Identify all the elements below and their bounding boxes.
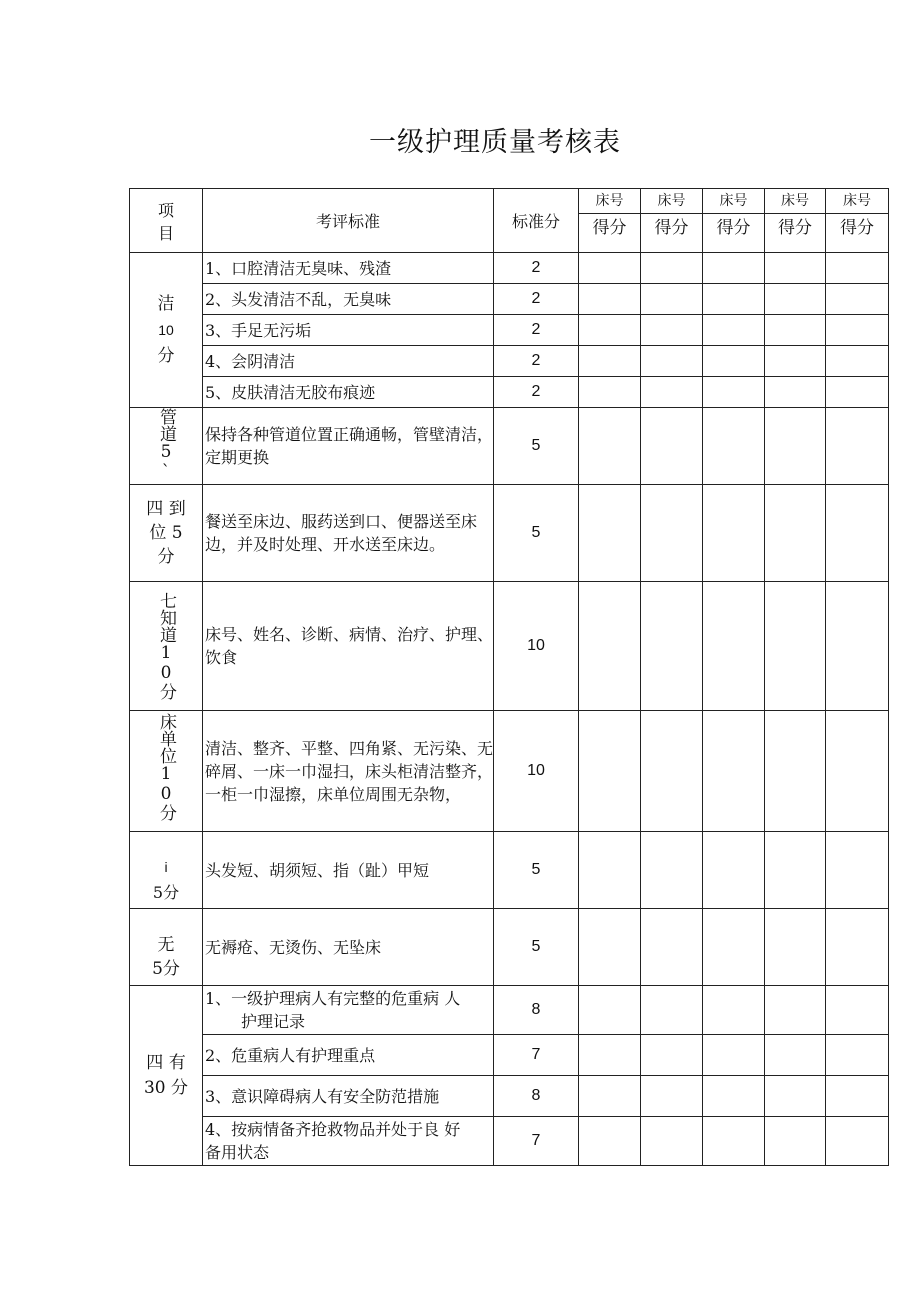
- score-cell[interactable]: [641, 986, 703, 1035]
- section-seven-know-label: [130, 582, 203, 711]
- score-cell[interactable]: [641, 582, 703, 711]
- score-cell[interactable]: [579, 253, 641, 284]
- standard-score: 8: [494, 1076, 579, 1117]
- score-cell[interactable]: [826, 408, 889, 485]
- score-label: 得分: [654, 218, 689, 238]
- score-cell[interactable]: [641, 1117, 703, 1166]
- score-cell[interactable]: [579, 315, 641, 346]
- score-cell[interactable]: [579, 1076, 641, 1117]
- score-cell[interactable]: [641, 909, 703, 986]
- score-cell[interactable]: [703, 582, 765, 711]
- standard-score: 10: [494, 711, 579, 832]
- score-cell[interactable]: [579, 284, 641, 315]
- score-cell[interactable]: [641, 1035, 703, 1076]
- criteria-text: 2、危重病人有护理重点: [203, 1035, 494, 1076]
- bed-number-label: 床号: [765, 189, 825, 214]
- criteria-text: [203, 986, 494, 1035]
- table-row: [130, 377, 889, 408]
- section-clean-label: [130, 253, 203, 408]
- score-cell[interactable]: [579, 582, 641, 711]
- score-cell[interactable]: [826, 485, 889, 582]
- criteria-line: 1、一级护理病人有完整的危重病 人: [205, 989, 461, 1008]
- table-row: [130, 346, 889, 377]
- bed-number-label: 床号: [703, 189, 764, 214]
- score-label: 得分: [778, 218, 812, 238]
- score-cell[interactable]: [765, 832, 826, 909]
- score-cell[interactable]: [826, 986, 889, 1035]
- criteria-line: 备用状态: [205, 1143, 270, 1162]
- bed-number-label: 床号: [641, 189, 702, 214]
- section-tube-label: [130, 408, 203, 485]
- page-title: 一级护理质量考核表: [369, 127, 621, 158]
- score-cell[interactable]: [703, 1117, 765, 1166]
- score-cell[interactable]: [703, 408, 765, 485]
- standard-score: 2: [494, 346, 579, 377]
- standard-score: 7: [494, 1117, 579, 1166]
- label-line: 10: [158, 322, 174, 338]
- table-row: [130, 832, 889, 909]
- section-four-to-label: [130, 485, 203, 582]
- score-cell[interactable]: [579, 909, 641, 986]
- section-short-label: [130, 832, 203, 909]
- criteria-text: [203, 1117, 494, 1166]
- criteria-text: 头发短、胡须短、指（趾）甲短: [203, 832, 494, 909]
- table-row: [130, 1117, 889, 1166]
- section-bed-unit-label: [130, 711, 203, 832]
- score-cell[interactable]: [703, 909, 765, 986]
- criteria-text: 清洁、整齐、平整、四角紧、无污染、无碎屑、一床一巾湿扫，床头柜清洁整齐，一柜一巾湿擦，床单位周围无杂物，: [203, 711, 494, 832]
- label-line: i: [164, 859, 168, 875]
- standard-score: 2: [494, 377, 579, 408]
- score-label: 得分: [716, 218, 751, 238]
- score-cell[interactable]: [703, 1035, 765, 1076]
- score-cell[interactable]: [765, 1076, 826, 1117]
- label-line: 分: [157, 346, 175, 366]
- criteria-text: 保持各种管道位置正确通畅，管壁清洁，定期更换: [203, 408, 494, 485]
- score-cell[interactable]: [641, 1076, 703, 1117]
- score-cell[interactable]: [579, 711, 641, 832]
- label-vertical: 管道5`: [156, 408, 176, 482]
- score-cell[interactable]: [579, 1117, 641, 1166]
- standard-score: 2: [494, 253, 579, 284]
- label-line: 5分: [152, 959, 180, 979]
- standard-score: 5: [494, 909, 579, 986]
- score-cell[interactable]: [826, 346, 889, 377]
- score-cell[interactable]: [826, 711, 889, 832]
- score-cell[interactable]: [641, 832, 703, 909]
- header-bed-4: [765, 189, 826, 253]
- score-cell[interactable]: [703, 315, 765, 346]
- score-cell[interactable]: [826, 832, 889, 909]
- score-cell[interactable]: [703, 711, 765, 832]
- label-line: 洁: [157, 294, 175, 314]
- score-cell[interactable]: [641, 253, 703, 284]
- standard-score: 5: [494, 408, 579, 485]
- label-line: 5分: [152, 883, 180, 902]
- label-line: 30 分: [143, 1077, 189, 1098]
- header-standard-score: 标准分: [494, 189, 579, 253]
- score-cell[interactable]: [579, 832, 641, 909]
- criteria-text: 3、意识障碍病人有安全防范措施: [203, 1076, 494, 1117]
- score-cell[interactable]: [641, 408, 703, 485]
- score-cell[interactable]: [765, 315, 826, 346]
- score-cell[interactable]: [641, 346, 703, 377]
- score-cell[interactable]: [703, 284, 765, 315]
- score-cell[interactable]: [826, 284, 889, 315]
- score-cell[interactable]: [703, 1076, 765, 1117]
- header-criteria: 考评标准: [203, 189, 494, 253]
- score-cell[interactable]: [703, 377, 765, 408]
- standard-score: 2: [494, 315, 579, 346]
- score-cell[interactable]: [641, 315, 703, 346]
- score-cell[interactable]: [703, 346, 765, 377]
- score-cell[interactable]: [765, 284, 826, 315]
- criteria-text: 4、会阴清洁: [203, 346, 494, 377]
- criteria-text: 2、头发清洁不乱，无臭味: [203, 284, 494, 315]
- label-line: 分: [157, 547, 175, 567]
- score-cell[interactable]: [703, 253, 765, 284]
- criteria-text: 5、皮肤清洁无胶布痕迹: [203, 377, 494, 408]
- score-cell[interactable]: [765, 253, 826, 284]
- score-label: 得分: [592, 218, 627, 238]
- score-cell[interactable]: [765, 909, 826, 986]
- label-line: 无: [157, 935, 175, 955]
- table-row: [130, 909, 889, 986]
- score-cell[interactable]: [765, 485, 826, 582]
- score-cell[interactable]: [641, 284, 703, 315]
- standard-score: 5: [494, 832, 579, 909]
- score-cell[interactable]: [579, 346, 641, 377]
- assessment-table: [129, 188, 889, 1166]
- score-cell[interactable]: [826, 909, 889, 986]
- criteria-line: 4、按病情备齐抢救物品并处于良 好: [205, 1120, 461, 1139]
- table-row: [130, 986, 889, 1035]
- table-row: [130, 1076, 889, 1117]
- criteria-text: 3、手足无污垢: [203, 315, 494, 346]
- score-cell[interactable]: [826, 582, 889, 711]
- standard-score: 10: [494, 582, 579, 711]
- score-cell[interactable]: [703, 485, 765, 582]
- score-cell[interactable]: [765, 408, 826, 485]
- bed-number-label: 床号: [826, 189, 888, 214]
- score-cell[interactable]: [765, 986, 826, 1035]
- score-cell[interactable]: [703, 986, 765, 1035]
- score-cell[interactable]: [703, 832, 765, 909]
- section-none-label: [130, 909, 203, 986]
- table-row: [130, 485, 889, 582]
- criteria-text: 无褥疮、无烫伤、无坠床: [203, 909, 494, 986]
- table-row: [130, 711, 889, 832]
- standard-score: 2: [494, 284, 579, 315]
- standard-score: 8: [494, 986, 579, 1035]
- criteria-line: 护理记录: [241, 1012, 306, 1031]
- score-cell[interactable]: [579, 986, 641, 1035]
- section-four-have-label: [130, 986, 203, 1166]
- score-cell[interactable]: [826, 1117, 889, 1166]
- score-cell[interactable]: [579, 408, 641, 485]
- header-item: [130, 189, 203, 253]
- score-cell[interactable]: [826, 253, 889, 284]
- header-bed-1: [579, 189, 641, 253]
- score-cell[interactable]: [765, 582, 826, 711]
- standard-score: 5: [494, 485, 579, 582]
- score-cell[interactable]: [765, 1117, 826, 1166]
- score-cell[interactable]: [641, 377, 703, 408]
- score-cell[interactable]: [765, 377, 826, 408]
- score-cell[interactable]: [826, 315, 889, 346]
- label-vertical: 七知道10分: [156, 592, 176, 700]
- label-line: 四 到: [146, 499, 186, 519]
- header-bed-5: [826, 189, 889, 253]
- header-item-line1: 项: [157, 200, 174, 220]
- table-row: [130, 408, 889, 485]
- header-bed-3: [703, 189, 765, 253]
- score-cell[interactable]: [641, 711, 703, 832]
- label-line: 位 5: [149, 523, 183, 543]
- table-row: [130, 253, 889, 284]
- header-row: [130, 189, 889, 253]
- score-label: 得分: [840, 218, 874, 238]
- score-cell[interactable]: [579, 377, 641, 408]
- label-line: 四 有: [146, 1052, 186, 1073]
- score-cell[interactable]: [826, 1035, 889, 1076]
- score-cell[interactable]: [579, 485, 641, 582]
- criteria-text: 1、口腔清洁无臭味、残渣: [203, 253, 494, 284]
- table-row: [130, 582, 889, 711]
- score-cell[interactable]: [765, 711, 826, 832]
- score-cell[interactable]: [826, 377, 889, 408]
- label-vertical: 床单位10分: [156, 713, 176, 821]
- score-cell[interactable]: [765, 1035, 826, 1076]
- bed-number-label: 床号: [579, 189, 640, 214]
- score-cell[interactable]: [641, 485, 703, 582]
- score-cell[interactable]: [826, 1076, 889, 1117]
- table-row: [130, 1035, 889, 1076]
- criteria-text: 床号、姓名、诊断、病情、治疗、护理、饮食: [203, 582, 494, 711]
- table-row: [130, 315, 889, 346]
- score-cell[interactable]: [765, 346, 826, 377]
- standard-score: 7: [494, 1035, 579, 1076]
- header-bed-2: [641, 189, 703, 253]
- header-item-line2: 目: [157, 223, 174, 243]
- table-row: [130, 284, 889, 315]
- criteria-text: 餐送至床边、服药送到口、便器送至床边，并及时处理、开水送至床边。: [203, 485, 494, 582]
- score-cell[interactable]: [579, 1035, 641, 1076]
